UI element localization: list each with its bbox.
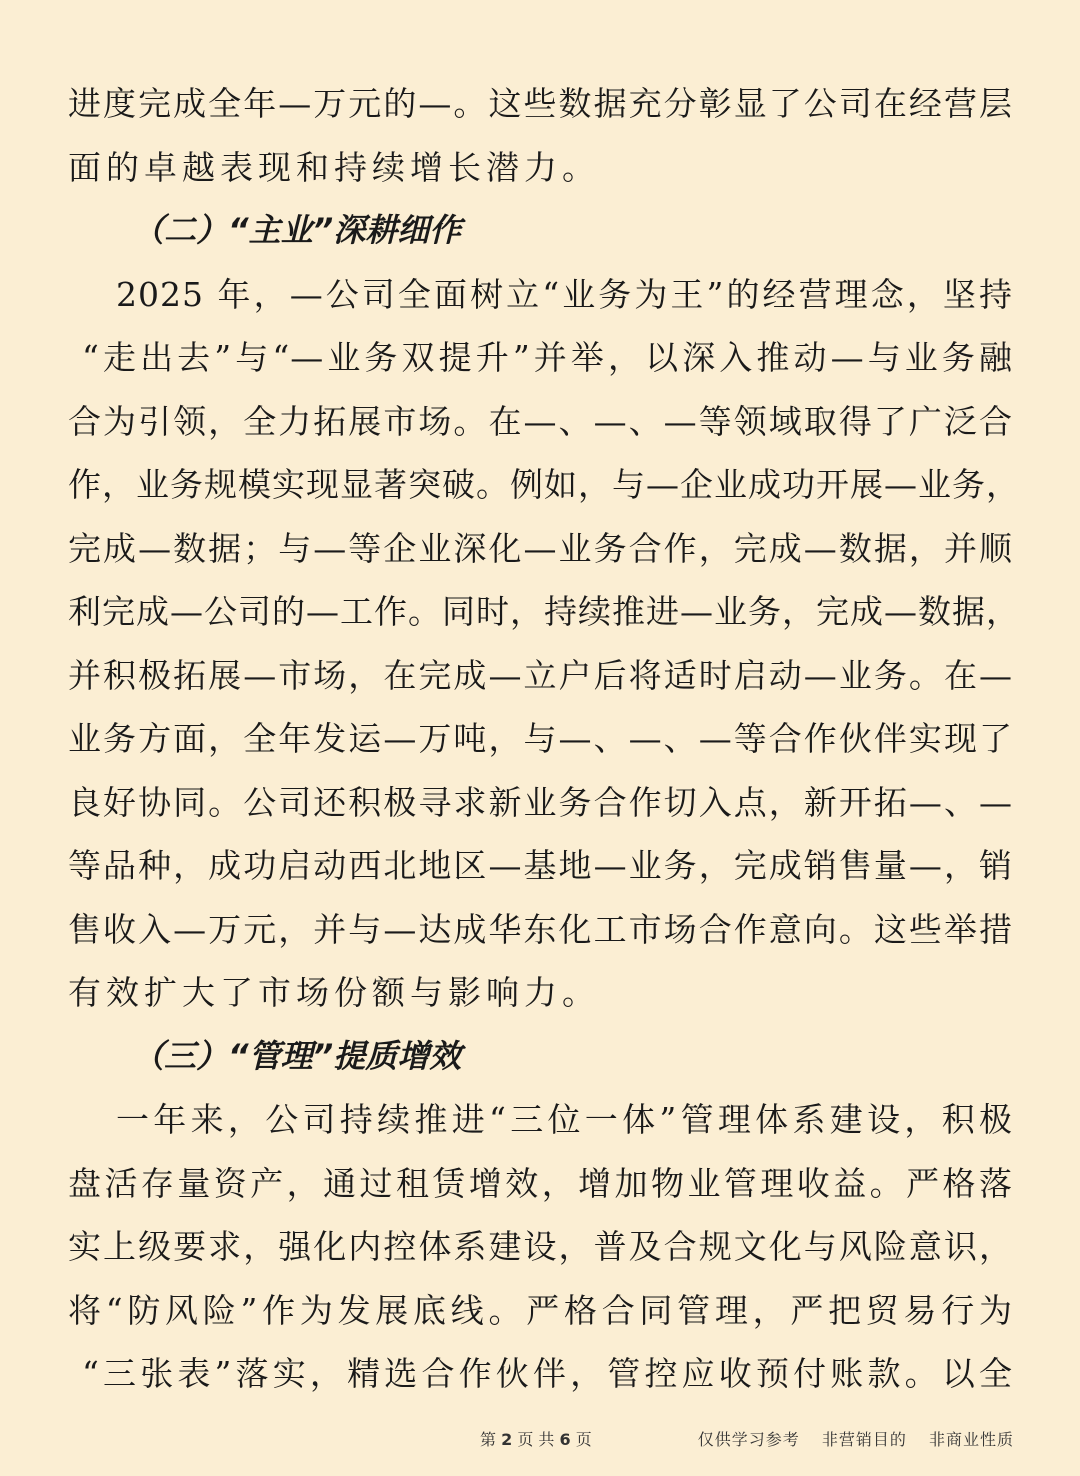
- body-line: “走出去”与“—业务双提升”并举，以深入推动—与业务融: [82, 338, 1013, 377]
- section-heading: （三）“管理”提质增效: [132, 1036, 462, 1075]
- body-line: 作，业务规模实现显著突破。例如，与—企业成功开展—业务，: [68, 465, 1020, 504]
- disclaimer-study: 仅供学习参考: [697, 1430, 800, 1449]
- document-body: [68, 72, 1020, 1406]
- body-line: 售收入—万元，并与—达成华东化工市场合作意向。这些举措: [68, 909, 1013, 949]
- body-line: 进度完成全年—万元的—。这些数据充分彰显了公司在经营层: [68, 84, 1013, 123]
- page-total: 6: [559, 1430, 571, 1449]
- body-line: 有效扩大了市场份额与影响力。: [68, 973, 600, 1012]
- page-number: [480, 1428, 592, 1452]
- body-line: 将“防风险”作为发展底线。严格合同管理，严把贸易行为: [68, 1290, 1013, 1330]
- body-line: 良好协同。公司还积极寻求新业务合作切入点，新开拓—、—: [68, 782, 1013, 822]
- body-line: 一年来，公司持续推进“三位一体”管理体系建设，积极: [116, 1100, 1013, 1139]
- page-middle: 页 共: [517, 1430, 555, 1449]
- section-heading: （二）“主业”深耕细作: [132, 211, 462, 249]
- disclaimer-non-marketing: 非营销目的: [821, 1430, 907, 1449]
- body-line: 完成—数据；与—等企业深化—业务合作，完成—数据，并顺: [68, 528, 1013, 568]
- body-line: 利完成—公司的—工作。同时，持续推进—业务，完成—数据，: [68, 592, 1020, 631]
- body-line: 盘活存量资产，通过租赁增效，增加物业管理收益。严格落: [68, 1163, 1013, 1203]
- body-line: 等品种，成功启动西北地区—基地—业务，完成销售量—，销: [68, 846, 1013, 885]
- body-line: 2025 年，—公司全面树立“业务为王”的经营理念，坚持: [116, 274, 1013, 314]
- body-line: 合为引领，全力拓展市场。在—、—、—等领域取得了广泛合: [68, 401, 1013, 441]
- disclaimer-non-commercial: 非商业性质: [928, 1430, 1014, 1449]
- body-line: 并积极拓展—市场，在完成—立户后将适时启动—业务。在—: [68, 655, 1013, 695]
- body-line: 业务方面，全年发运—万吨，与—、—、—等合作伙伴实现了: [68, 719, 1013, 758]
- page-suffix: 页: [575, 1430, 592, 1449]
- page-current: 2: [501, 1430, 513, 1449]
- body-line: 实上级要求，强化内控体系建设，普及合规文化与风险意识，: [68, 1227, 1013, 1266]
- body-line: 面的卓越表现和持续增长潜力。: [68, 147, 600, 187]
- page-prefix: 第: [480, 1430, 497, 1449]
- body-line: “三张表”落实，精选合作伙伴，管控应收预付账款。以全: [82, 1354, 1013, 1393]
- footer-disclaimer: [682, 1428, 1014, 1452]
